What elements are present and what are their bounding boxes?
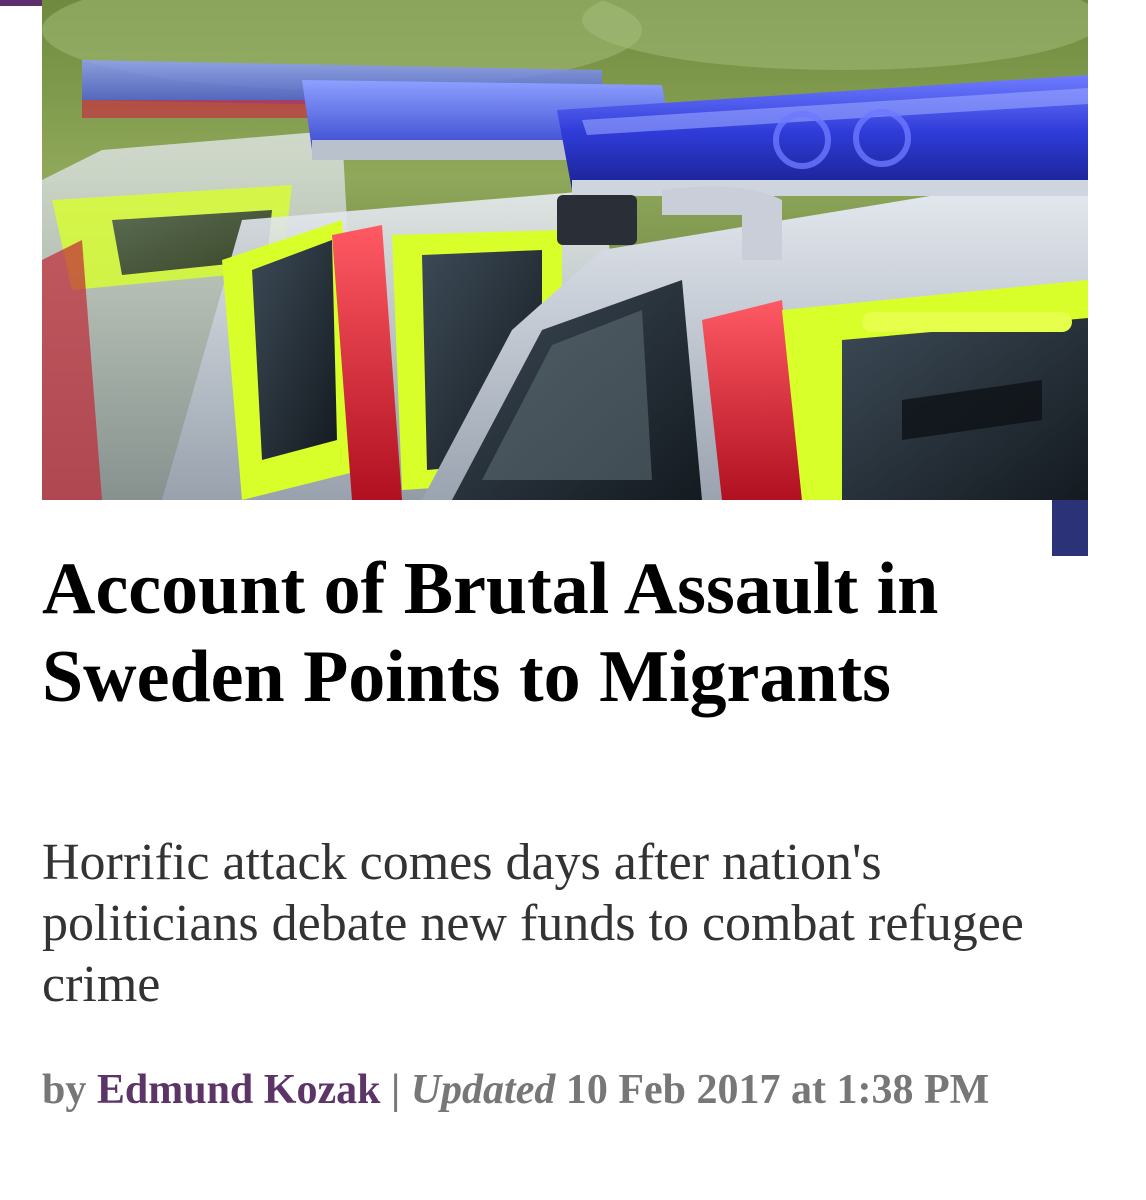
byline-separator: | [390,1067,401,1113]
police-cars-photo [42,0,1088,500]
article-headline[interactable]: Account of Brutal Assault in Sweden Points to Migrants [42,548,939,718]
author-link[interactable]: Edmund Kozak [96,1067,381,1113]
article-byline [42,1052,1102,1128]
byline-prefix: by [42,1067,87,1113]
article-subheadline: Horrific attack comes days after nation's politicians debate new funds to combat refugee crime [42,834,1024,1013]
updated-label: Updated [410,1067,556,1113]
updated-datetime: 10 Feb 2017 at 1:38 PM [565,1067,990,1113]
corner-accent [0,0,42,6]
corner-accent-bottom [1052,500,1088,556]
hero-image[interactable] [42,0,1088,500]
